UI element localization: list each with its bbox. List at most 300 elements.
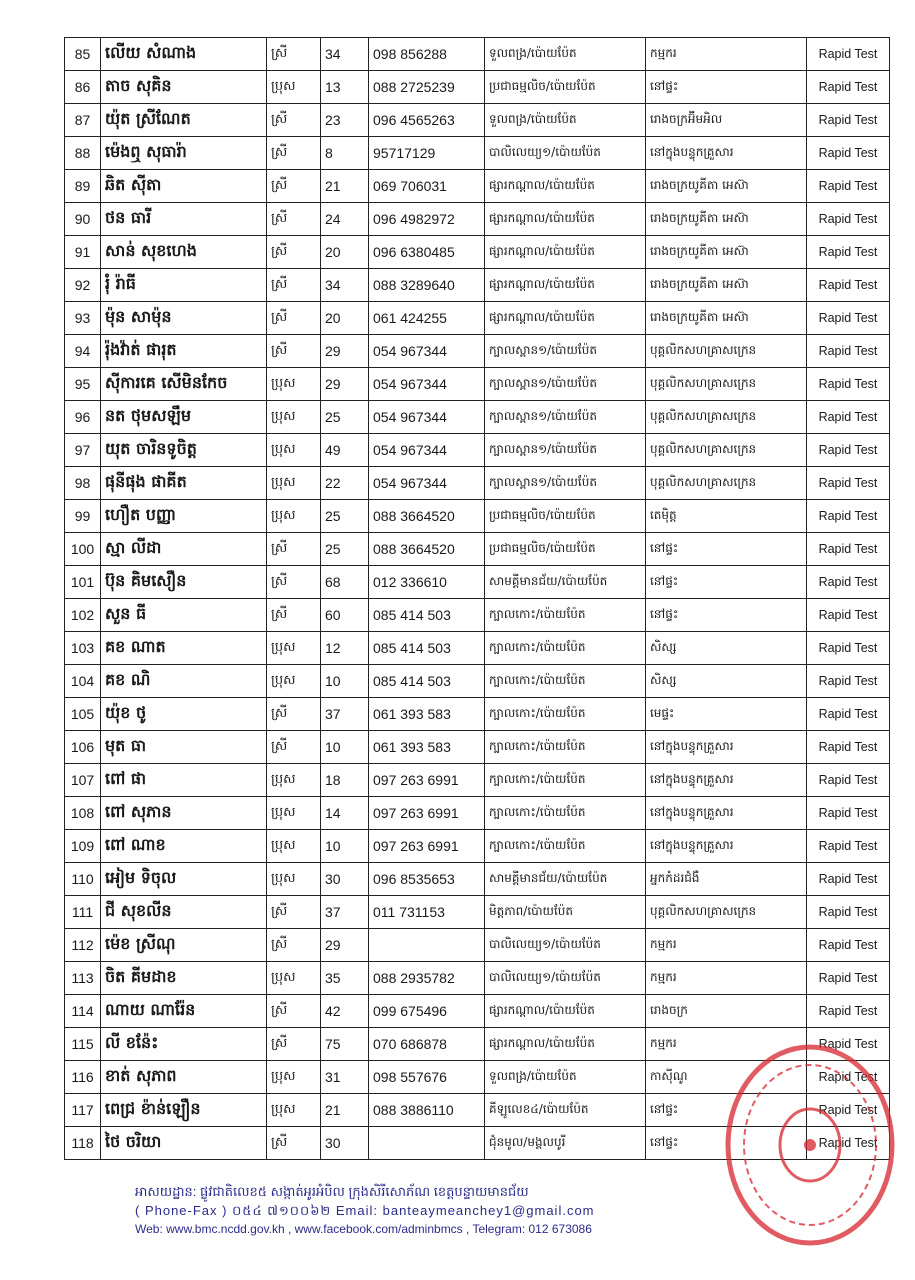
sex-cell: ស្រី: [267, 302, 321, 335]
sex-cell: ស្រី: [267, 137, 321, 170]
phone-cell: 088 3289640: [369, 269, 485, 302]
name-cell: នត ថុមសឡឹម: [101, 401, 267, 434]
table-row: [65, 764, 890, 797]
name-cell: មុត ធា: [101, 731, 267, 764]
address-cell: ក្បាលកោះ/ប៉ោយប៉ែត: [485, 665, 646, 698]
address-cell: ផ្សារកណ្តាល/ប៉ោយប៉ែត: [485, 995, 646, 1028]
address-cell: ទួលពង្រ/ប៉ោយប៉ែត: [485, 38, 646, 71]
sex-cell: ប្រុស: [267, 467, 321, 500]
phone-cell: 096 4565263: [369, 104, 485, 137]
row-number: 93: [65, 302, 101, 335]
sex-cell: ស្រី: [267, 698, 321, 731]
phone-cell: 088 2935782: [369, 962, 485, 995]
sex-cell: ស្រី: [267, 269, 321, 302]
test-type-cell: Rapid Test: [807, 38, 890, 71]
table-row: [65, 500, 890, 533]
name-cell: ខាត់ សុភាព: [101, 1061, 267, 1094]
table-row: [65, 137, 890, 170]
row-number: 102: [65, 599, 101, 632]
name-cell: ឆិត ស៊ីតា: [101, 170, 267, 203]
phone-cell: [369, 1127, 485, 1160]
sex-cell: ស្រី: [267, 1127, 321, 1160]
test-type-cell: Rapid Test: [807, 632, 890, 665]
table-row: [65, 236, 890, 269]
test-type-cell: Rapid Test: [807, 203, 890, 236]
name-cell: គខ ណិ: [101, 665, 267, 698]
address-cell: បាលិលេយ្យ១/ប៉ោយប៉ែត: [485, 962, 646, 995]
sex-cell: ស្រី: [267, 1028, 321, 1061]
occupation-cell: សិស្ស: [646, 632, 807, 665]
address-cell: ជុំនមូល/មង្គលបូរី: [485, 1127, 646, 1160]
table-row: [65, 368, 890, 401]
name-cell: ស្មា លីដា: [101, 533, 267, 566]
address-cell: សាមគ្គីមានជ័យ/ប៉ោយប៉ែត: [485, 566, 646, 599]
phone-cell: 061 393 583: [369, 698, 485, 731]
phone-cell: 95717129: [369, 137, 485, 170]
address-cell: ក្បាលកោះ/ប៉ោយប៉ែត: [485, 599, 646, 632]
age-cell: 10: [321, 830, 369, 863]
test-type-cell: Rapid Test: [807, 962, 890, 995]
sex-cell: ប្រុស: [267, 764, 321, 797]
test-type-cell: Rapid Test: [807, 896, 890, 929]
address-cell: គីឡូលេខ៤/ប៉ោយប៉ែត: [485, 1094, 646, 1127]
test-type-cell: Rapid Test: [807, 698, 890, 731]
row-number: 114: [65, 995, 101, 1028]
address-cell: ក្បាលស្ពាន១/ប៉ោយប៉ែត: [485, 401, 646, 434]
row-number: 105: [65, 698, 101, 731]
sex-cell: ស្រី: [267, 170, 321, 203]
table-row: [65, 731, 890, 764]
age-cell: 23: [321, 104, 369, 137]
row-number: 110: [65, 863, 101, 896]
age-cell: 13: [321, 71, 369, 104]
table-row: [65, 665, 890, 698]
age-cell: 20: [321, 236, 369, 269]
occupation-cell: បុគ្គលិកសហគ្រាសក្រេន: [646, 368, 807, 401]
name-cell: សាន់ សុខហេង: [101, 236, 267, 269]
sex-cell: ប្រុស: [267, 1094, 321, 1127]
address-cell: ទួលពង្រ/ប៉ោយប៉ែត: [485, 1061, 646, 1094]
test-type-cell: Rapid Test: [807, 863, 890, 896]
test-type-cell: Rapid Test: [807, 1061, 890, 1094]
test-type-cell: Rapid Test: [807, 302, 890, 335]
footer-address: អាសយដ្ឋាន: ផ្លូវជាតិលេខ៥ សង្កាត់អូរអំបិល ក្រុងសិរីសោភ័ណ ខេត្តបន្ទាយមានជ័យ: [135, 1184, 529, 1199]
address-cell: ប្រជាធម្មលិច/ប៉ោយប៉ែត: [485, 71, 646, 104]
address-cell: ក្បាលស្ពាន១/ប៉ោយប៉ែត: [485, 434, 646, 467]
row-number: 91: [65, 236, 101, 269]
row-number: 90: [65, 203, 101, 236]
sex-cell: ស្រី: [267, 203, 321, 236]
occupation-cell: នៅក្នុងបន្ទុកគ្រួសារ: [646, 830, 807, 863]
occupation-cell: រោងចក្រយូគីតា អេស៊ា: [646, 203, 807, 236]
occupation-cell: នៅក្នុងបន្ទុកគ្រួសារ: [646, 137, 807, 170]
age-cell: 21: [321, 1094, 369, 1127]
footer: [135, 1182, 595, 1239]
sex-cell: ប្រុស: [267, 797, 321, 830]
table-row: [65, 269, 890, 302]
test-type-cell: Rapid Test: [807, 335, 890, 368]
occupation-cell: នៅផ្ទះ: [646, 1127, 807, 1160]
row-number: 89: [65, 170, 101, 203]
occupation-cell: នៅផ្ទះ: [646, 566, 807, 599]
phone-cell: 085 414 503: [369, 599, 485, 632]
table-row: [65, 434, 890, 467]
sex-cell: ប្រុស: [267, 71, 321, 104]
name-cell: សួន ធី: [101, 599, 267, 632]
sex-cell: ស្រី: [267, 566, 321, 599]
address-cell: ទួលពង្រ/ប៉ោយប៉ែត: [485, 104, 646, 137]
row-number: 107: [65, 764, 101, 797]
phone-cell: 054 967344: [369, 335, 485, 368]
row-number: 111: [65, 896, 101, 929]
test-type-cell: Rapid Test: [807, 236, 890, 269]
age-cell: 14: [321, 797, 369, 830]
name-cell: ជី សុខលីន: [101, 896, 267, 929]
address-cell: ផ្សារកណ្តាល/ប៉ោយប៉ែត: [485, 236, 646, 269]
name-cell: ថៃ ចរិយា: [101, 1127, 267, 1160]
sex-cell: ស្រី: [267, 731, 321, 764]
sex-cell: ស្រី: [267, 236, 321, 269]
address-cell: មិត្តភាព/ប៉ោយប៉ែត: [485, 896, 646, 929]
sex-cell: ស្រី: [267, 104, 321, 137]
test-type-cell: Rapid Test: [807, 929, 890, 962]
test-type-cell: Rapid Test: [807, 830, 890, 863]
row-number: 108: [65, 797, 101, 830]
test-type-cell: Rapid Test: [807, 566, 890, 599]
test-type-cell: Rapid Test: [807, 104, 890, 137]
patient-table: [64, 37, 890, 1160]
name-cell: យ៉ុខ ថូ: [101, 698, 267, 731]
row-number: 106: [65, 731, 101, 764]
table-row: [65, 962, 890, 995]
address-cell: ក្បាលកោះ/ប៉ោយប៉ែត: [485, 797, 646, 830]
sex-cell: ស្រី: [267, 599, 321, 632]
age-cell: 30: [321, 1127, 369, 1160]
name-cell: លើយ សំណាង: [101, 38, 267, 71]
name-cell: ថន ធារី: [101, 203, 267, 236]
phone-cell: 088 3886110: [369, 1094, 485, 1127]
age-cell: 30: [321, 863, 369, 896]
row-number: 101: [65, 566, 101, 599]
age-cell: 21: [321, 170, 369, 203]
occupation-cell: បុគ្គលិកសហគ្រាសក្រេន: [646, 467, 807, 500]
address-cell: បាលិលេយ្យ១/ប៉ោយប៉ែត: [485, 137, 646, 170]
age-cell: 25: [321, 533, 369, 566]
occupation-cell: បុគ្គលិកសហគ្រាសក្រេន: [646, 335, 807, 368]
address-cell: ប្រជាធម្មលិច/ប៉ោយប៉ែត: [485, 533, 646, 566]
occupation-cell: នៅផ្ទះ: [646, 599, 807, 632]
occupation-cell: បុគ្គលិកសហគ្រាសក្រេន: [646, 401, 807, 434]
name-cell: គខ ណាត: [101, 632, 267, 665]
test-type-cell: Rapid Test: [807, 500, 890, 533]
occupation-cell: នៅក្នុងបន្ទុកគ្រួសារ: [646, 764, 807, 797]
phone-cell: 088 3664520: [369, 533, 485, 566]
name-cell: អៀម ទិចុល: [101, 863, 267, 896]
phone-cell: 088 3664520: [369, 500, 485, 533]
occupation-cell: តេម៉ិត្ត: [646, 500, 807, 533]
row-number: 103: [65, 632, 101, 665]
row-number: 100: [65, 533, 101, 566]
sex-cell: ប្រុស: [267, 962, 321, 995]
sex-cell: ប្រុស: [267, 632, 321, 665]
address-cell: ផ្សារកណ្តាល/ប៉ោយប៉ែត: [485, 203, 646, 236]
row-number: 113: [65, 962, 101, 995]
age-cell: 25: [321, 500, 369, 533]
phone-cell: 096 6380485: [369, 236, 485, 269]
phone-cell: 011 731153: [369, 896, 485, 929]
occupation-cell: រោងចក្រយូគីតា អេស៊ា: [646, 236, 807, 269]
sex-cell: ប្រុស: [267, 401, 321, 434]
name-cell: ម៉េងឮ សុធារ៉ា: [101, 137, 267, 170]
name-cell: ចិត គីមដាខ: [101, 962, 267, 995]
address-cell: ក្បាលកោះ/ប៉ោយប៉ែត: [485, 698, 646, 731]
phone-cell: 061 424255: [369, 302, 485, 335]
phone-cell: 085 414 503: [369, 665, 485, 698]
name-cell: ម៉េខ ស្រីណុ: [101, 929, 267, 962]
test-type-cell: Rapid Test: [807, 137, 890, 170]
phone-cell: 099 675496: [369, 995, 485, 1028]
table-row: [65, 71, 890, 104]
phone-cell: 088 2725239: [369, 71, 485, 104]
phone-cell: 054 967344: [369, 368, 485, 401]
table-row: [65, 467, 890, 500]
age-cell: 75: [321, 1028, 369, 1061]
occupation-cell: នៅផ្ទះ: [646, 1094, 807, 1127]
occupation-cell: នៅផ្ទះ: [646, 533, 807, 566]
test-type-cell: Rapid Test: [807, 1127, 890, 1160]
test-type-cell: Rapid Test: [807, 434, 890, 467]
test-type-cell: Rapid Test: [807, 467, 890, 500]
phone-cell: 061 393 583: [369, 731, 485, 764]
age-cell: 20: [321, 302, 369, 335]
footer-phone-email: ( Phone-Fax ) ០៥៤ ៧១០០៦២ Email: banteaymeanchey1@gmail.com: [135, 1203, 595, 1218]
row-number: 85: [65, 38, 101, 71]
phone-cell: 098 856288: [369, 38, 485, 71]
table-row: [65, 929, 890, 962]
sex-cell: ប្រុស: [267, 368, 321, 401]
phone-cell: 054 967344: [369, 467, 485, 500]
occupation-cell: មេផ្ទះ: [646, 698, 807, 731]
age-cell: 34: [321, 269, 369, 302]
age-cell: 29: [321, 929, 369, 962]
test-type-cell: Rapid Test: [807, 797, 890, 830]
address-cell: ផ្សារកណ្តាល/ប៉ោយប៉ែត: [485, 302, 646, 335]
table-row: [65, 566, 890, 599]
age-cell: 42: [321, 995, 369, 1028]
sex-cell: ស្រី: [267, 335, 321, 368]
phone-cell: 085 414 503: [369, 632, 485, 665]
occupation-cell: អ្នកកំដរជំងឺ: [646, 863, 807, 896]
address-cell: ក្បាលកោះ/ប៉ោយប៉ែត: [485, 830, 646, 863]
age-cell: 12: [321, 632, 369, 665]
name-cell: ពៅ ណាខ: [101, 830, 267, 863]
footer-web: Web: www.bmc.ncdd.gov.kh , www.facebook.com/adminbmcs , Telegram: 012 673086: [135, 1222, 592, 1236]
test-type-cell: Rapid Test: [807, 170, 890, 203]
name-cell: ប៊ុន គិមសឿន: [101, 566, 267, 599]
row-number: 94: [65, 335, 101, 368]
age-cell: 31: [321, 1061, 369, 1094]
row-number: 115: [65, 1028, 101, 1061]
name-cell: ណាយ ណារ៉ែន: [101, 995, 267, 1028]
phone-cell: 097 263 6991: [369, 830, 485, 863]
name-cell: ពៅ សុភាន: [101, 797, 267, 830]
name-cell: ផុនីផុង ផាគីត: [101, 467, 267, 500]
row-number: 109: [65, 830, 101, 863]
table-row: [65, 863, 890, 896]
occupation-cell: រោងចក្រអ៊ីមអិល: [646, 104, 807, 137]
address-cell: ក្បាលកោះ/ប៉ោយប៉ែត: [485, 731, 646, 764]
phone-cell: 054 967344: [369, 401, 485, 434]
table-row: [65, 401, 890, 434]
sex-cell: ស្រី: [267, 896, 321, 929]
table-row: [65, 599, 890, 632]
age-cell: 49: [321, 434, 369, 467]
row-number: 86: [65, 71, 101, 104]
phone-cell: 098 557676: [369, 1061, 485, 1094]
test-type-cell: Rapid Test: [807, 533, 890, 566]
row-number: 99: [65, 500, 101, 533]
age-cell: 18: [321, 764, 369, 797]
row-number: 117: [65, 1094, 101, 1127]
address-cell: ផ្សារកណ្តាល/ប៉ោយប៉ែត: [485, 170, 646, 203]
occupation-cell: កាស៊ីណូ: [646, 1061, 807, 1094]
phone-cell: 096 8535653: [369, 863, 485, 896]
test-type-cell: Rapid Test: [807, 269, 890, 302]
table-row: [65, 797, 890, 830]
name-cell: ម៉ុន សាម៉ុន: [101, 302, 267, 335]
sex-cell: ស្រី: [267, 533, 321, 566]
test-type-cell: Rapid Test: [807, 1028, 890, 1061]
address-cell: ក្បាលកោះ/ប៉ោយប៉ែត: [485, 764, 646, 797]
address-cell: ប្រជាធម្មលិច/ប៉ោយប៉ែត: [485, 500, 646, 533]
occupation-cell: រោងចក្រយូគីតា អេស៊ា: [646, 269, 807, 302]
phone-cell: 069 706031: [369, 170, 485, 203]
test-type-cell: Rapid Test: [807, 71, 890, 104]
row-number: 118: [65, 1127, 101, 1160]
row-number: 96: [65, 401, 101, 434]
name-cell: យ៉ុត ស្រីណែត: [101, 104, 267, 137]
table-row: [65, 896, 890, 929]
name-cell: ពេជ្រ ខ៉ាន់ឡឿន: [101, 1094, 267, 1127]
age-cell: 22: [321, 467, 369, 500]
address-cell: ផ្សារកណ្តាល/ប៉ោយប៉ែត: [485, 1028, 646, 1061]
age-cell: 37: [321, 896, 369, 929]
row-number: 97: [65, 434, 101, 467]
address-cell: សាមគ្គីមានជ័យ/ប៉ោយប៉ែត: [485, 863, 646, 896]
age-cell: 29: [321, 368, 369, 401]
phone-cell: [369, 929, 485, 962]
address-cell: ក្បាលស្ពាន១/ប៉ោយប៉ែត: [485, 467, 646, 500]
occupation-cell: នៅក្នុងបន្ទុកគ្រួសារ: [646, 731, 807, 764]
address-cell: បាលិលេយ្យ១/ប៉ោយប៉ែត: [485, 929, 646, 962]
age-cell: 37: [321, 698, 369, 731]
name-cell: ពៅ ផា: [101, 764, 267, 797]
table-row: [65, 533, 890, 566]
occupation-cell: សិស្ស: [646, 665, 807, 698]
phone-cell: 070 686878: [369, 1028, 485, 1061]
test-type-cell: Rapid Test: [807, 731, 890, 764]
address-cell: ក្បាលស្ពាន១/ប៉ោយប៉ែត: [485, 335, 646, 368]
address-cell: ក្បាលស្ពាន១/ប៉ោយប៉ែត: [485, 368, 646, 401]
test-type-cell: Rapid Test: [807, 665, 890, 698]
test-type-cell: Rapid Test: [807, 599, 890, 632]
table-row: [65, 632, 890, 665]
official-stamp: [715, 1040, 895, 1250]
table-row: [65, 995, 890, 1028]
row-number: 112: [65, 929, 101, 962]
row-number: 95: [65, 368, 101, 401]
occupation-cell: បុគ្គលិកសហគ្រាសក្រេន: [646, 434, 807, 467]
table-row: [65, 203, 890, 236]
age-cell: 68: [321, 566, 369, 599]
row-number: 104: [65, 665, 101, 698]
row-number: 116: [65, 1061, 101, 1094]
sex-cell: ស្រី: [267, 38, 321, 71]
address-cell: ផ្សារកណ្តាល/ប៉ោយប៉ែត: [485, 269, 646, 302]
row-number: 92: [65, 269, 101, 302]
phone-cell: 054 967344: [369, 434, 485, 467]
table-row: [65, 170, 890, 203]
occupation-cell: កម្មករ: [646, 38, 807, 71]
age-cell: 60: [321, 599, 369, 632]
age-cell: 25: [321, 401, 369, 434]
occupation-cell: កម្មករ: [646, 929, 807, 962]
table-row: [65, 302, 890, 335]
occupation-cell: រោងចក្រ: [646, 995, 807, 1028]
sex-cell: ស្រី: [267, 995, 321, 1028]
sex-cell: ប្រុស: [267, 863, 321, 896]
phone-cell: 096 4982972: [369, 203, 485, 236]
sex-cell: ប្រុស: [267, 665, 321, 698]
phone-cell: 097 263 6991: [369, 797, 485, 830]
test-type-cell: Rapid Test: [807, 401, 890, 434]
name-cell: លី ខន៉ែះ: [101, 1028, 267, 1061]
occupation-cell: កម្មករ: [646, 962, 807, 995]
row-number: 87: [65, 104, 101, 137]
occupation-cell: កម្មករ: [646, 1028, 807, 1061]
age-cell: 8: [321, 137, 369, 170]
occupation-cell: រោងចក្រយូគីតា អេស៊ា: [646, 170, 807, 203]
age-cell: 10: [321, 731, 369, 764]
test-type-cell: Rapid Test: [807, 1094, 890, 1127]
occupation-cell: នៅផ្ទះ: [646, 71, 807, 104]
table-row: [65, 830, 890, 863]
occupation-cell: នៅក្នុងបន្ទុកគ្រួសារ: [646, 797, 807, 830]
sex-cell: ប្រុស: [267, 830, 321, 863]
row-number: 98: [65, 467, 101, 500]
age-cell: 34: [321, 38, 369, 71]
table-row: [65, 335, 890, 368]
sex-cell: ប្រុស: [267, 434, 321, 467]
name-cell: ស៊ីការគេ សើមិនកែច: [101, 368, 267, 401]
row-number: 88: [65, 137, 101, 170]
name-cell: តាច សុគិន: [101, 71, 267, 104]
sex-cell: ស្រី: [267, 929, 321, 962]
address-cell: ក្បាលកោះ/ប៉ោយប៉ែត: [485, 632, 646, 665]
age-cell: 24: [321, 203, 369, 236]
test-type-cell: Rapid Test: [807, 368, 890, 401]
occupation-cell: បុគ្គលិកសហគ្រាសក្រេន: [646, 896, 807, 929]
age-cell: 29: [321, 335, 369, 368]
name-cell: រុំ រ៉ាធី: [101, 269, 267, 302]
sex-cell: ប្រុស: [267, 500, 321, 533]
name-cell: រ៉ុងវ៉ាត់ ផារុត: [101, 335, 267, 368]
age-cell: 35: [321, 962, 369, 995]
occupation-cell: រោងចក្រយូគីតា អេស៊ា: [646, 302, 807, 335]
table-row: [65, 38, 890, 71]
sex-cell: ប្រុស: [267, 1061, 321, 1094]
name-cell: ហឿត បញ្ញា: [101, 500, 267, 533]
